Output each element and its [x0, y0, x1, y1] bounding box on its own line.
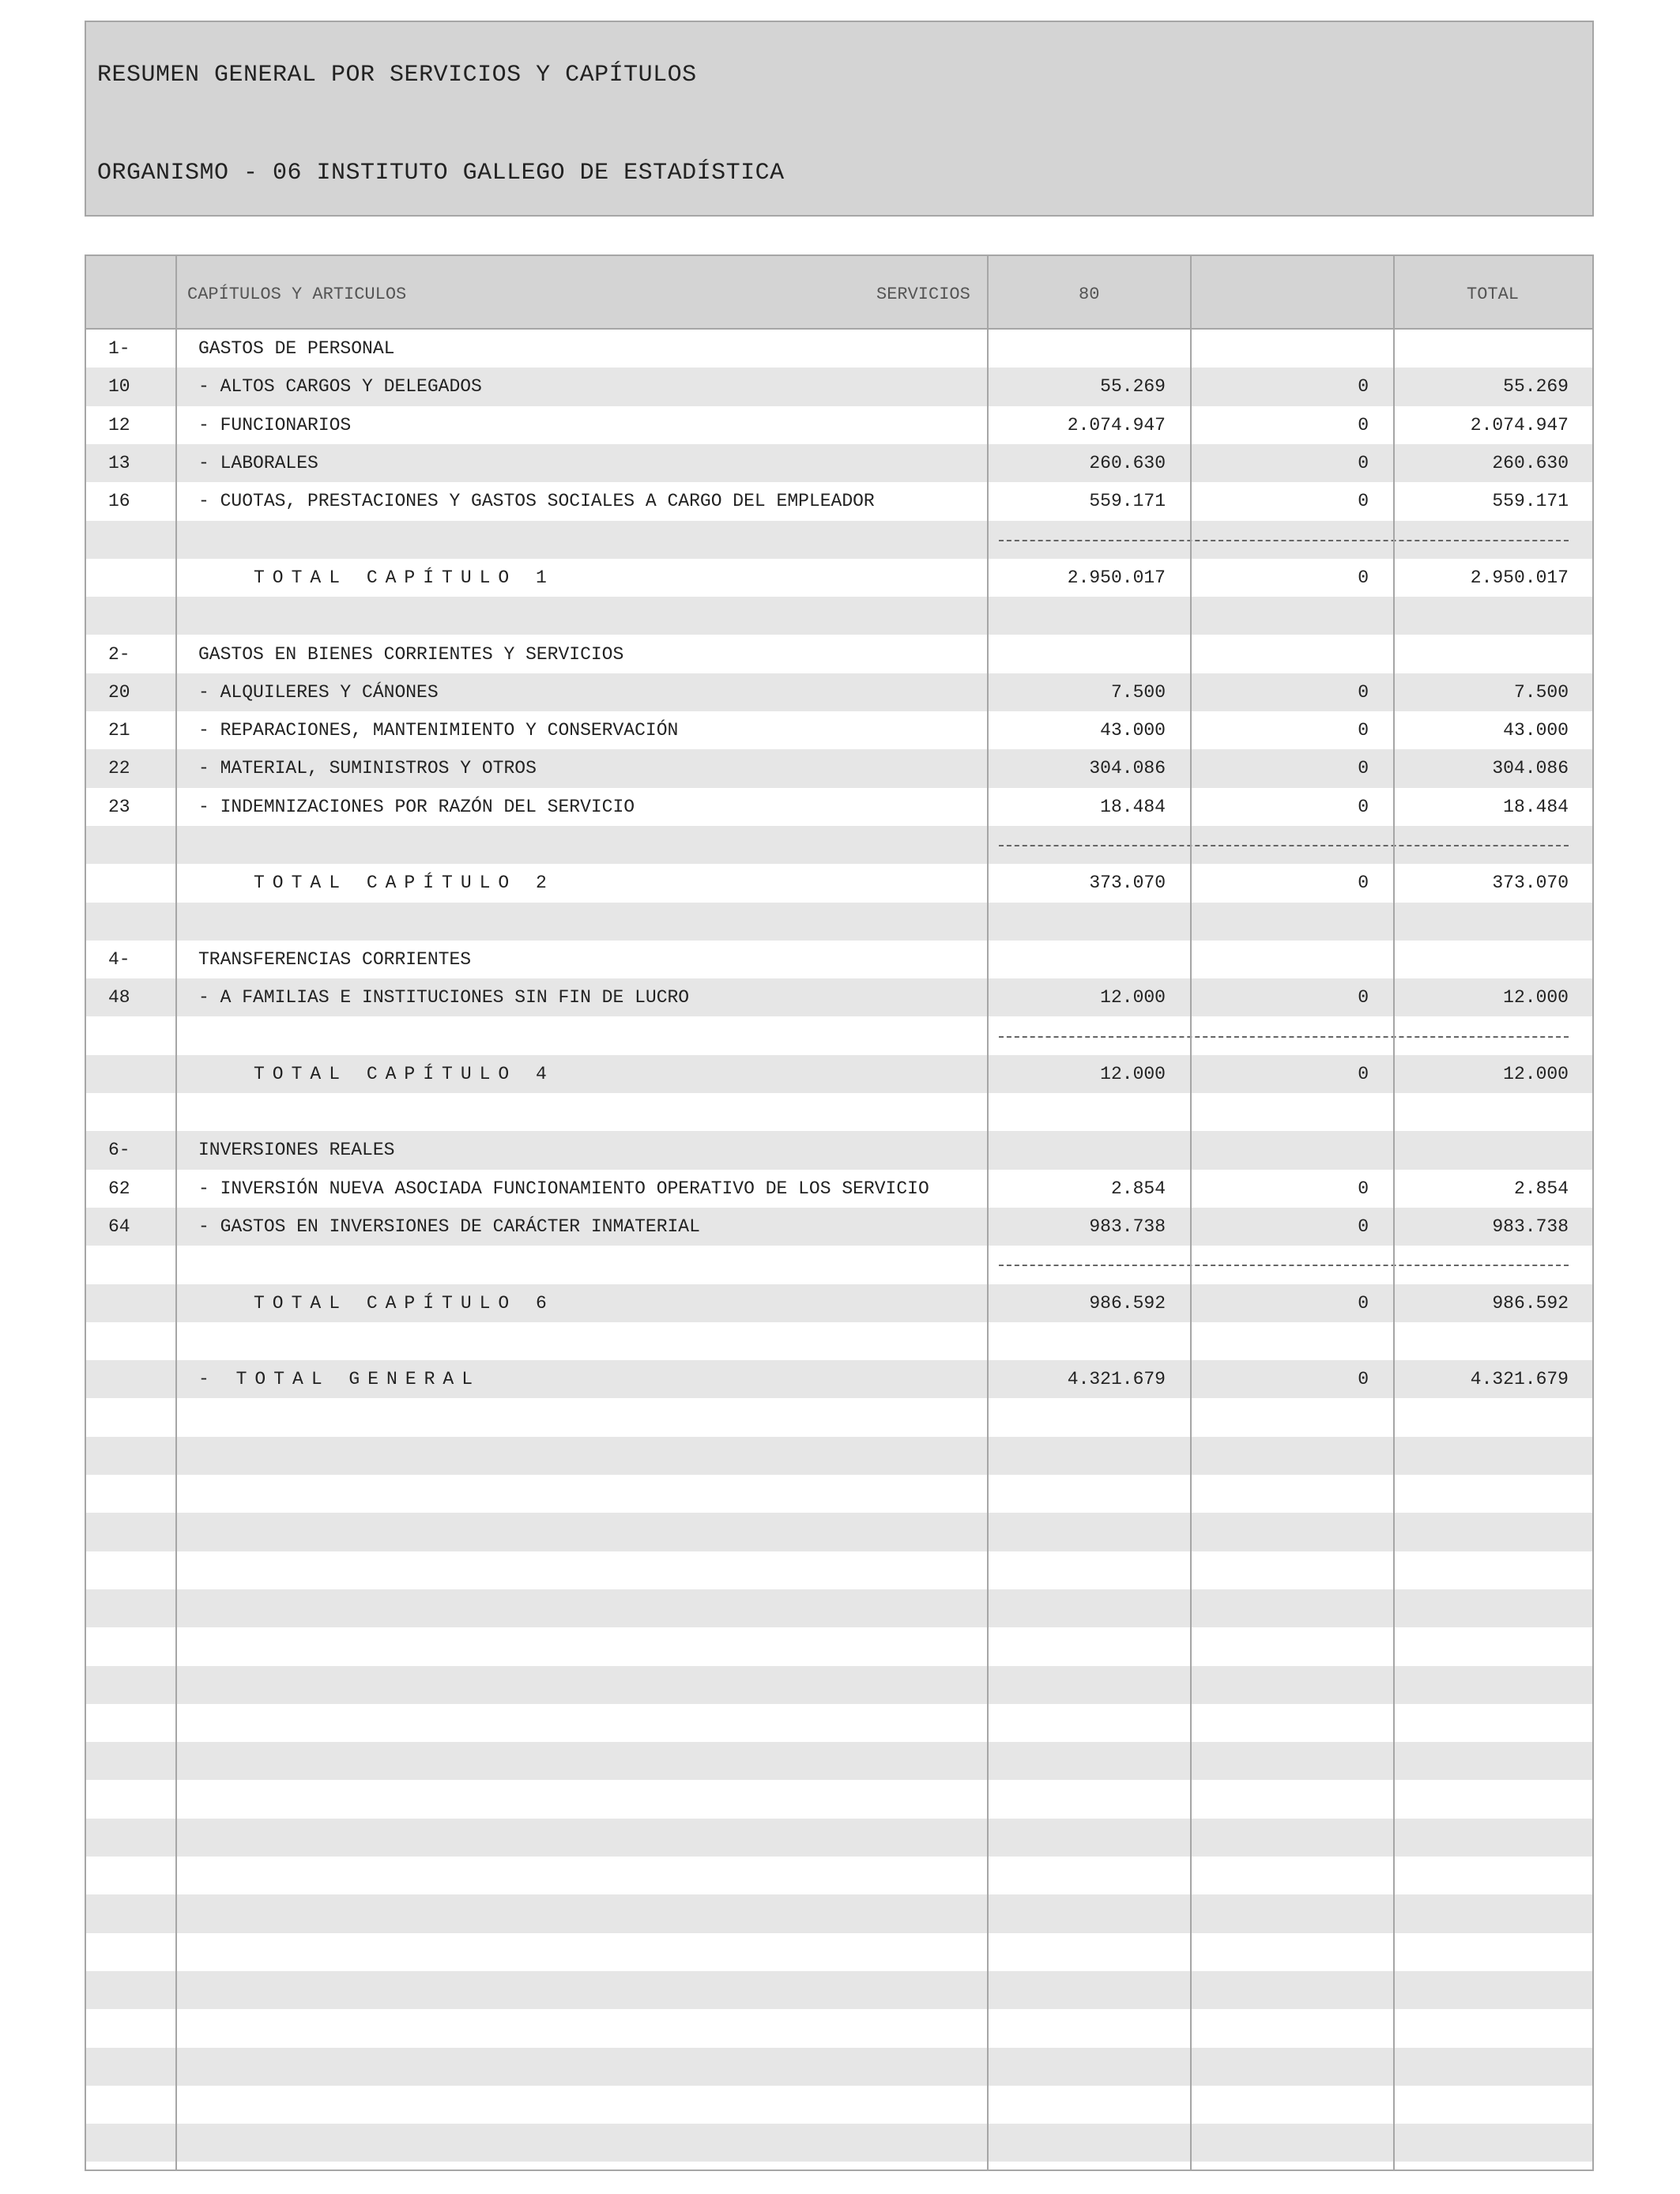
row-code: 2- [108, 643, 130, 665]
row-description: TOTAL CAPÍTULO 6 [254, 1292, 555, 1314]
empty-row [86, 1437, 1592, 1475]
empty-row [86, 1857, 1592, 1894]
value-servicio-80: 559.171 [1089, 491, 1166, 512]
row-code: 4- [108, 948, 130, 970]
table-row [86, 1208, 1592, 1246]
value-total: 2.074.947 [1470, 414, 1569, 435]
value-total: 4.321.679 [1470, 1369, 1569, 1390]
value-total: 55.269 [1503, 376, 1569, 398]
value-servicio-80: 260.630 [1089, 453, 1166, 474]
value-total: 260.630 [1492, 453, 1569, 474]
row-description: - MATERIAL, SUMINISTROS Y OTROS [198, 758, 537, 779]
row-description: - CUOTAS, PRESTACIONES Y GASTOS SOCIALES A CARGO DEL EMPLEADOR [198, 491, 875, 512]
row-code: 64 [108, 1216, 130, 1238]
value-servicio-80: 43.000 [1100, 720, 1166, 741]
row-description: TOTAL CAPÍTULO 2 [254, 873, 555, 894]
row-description: - INVERSIÓN NUEVA ASOCIADA FUNCIONAMIENTO OPERATIVO DE LOS SERVICIO [198, 1178, 929, 1199]
row-code: 62 [108, 1178, 130, 1199]
table-header [86, 256, 1592, 330]
column-divider [987, 256, 989, 2169]
value-total: 2.950.017 [1470, 567, 1569, 588]
value-total: 559.171 [1492, 491, 1569, 512]
value-total: 18.484 [1503, 796, 1569, 817]
dashed-rule [999, 1265, 1569, 1266]
table-row [86, 978, 1592, 1016]
table-row [86, 482, 1592, 520]
value-servicio-80: 12.000 [1100, 987, 1166, 1008]
empty-row [86, 2124, 1592, 2162]
table-row [86, 406, 1592, 444]
value-column-2: 0 [1358, 681, 1369, 703]
empty-row [86, 2086, 1592, 2124]
value-column-2: 0 [1358, 1292, 1369, 1314]
empty-row [86, 2009, 1592, 2047]
value-column-2: 0 [1358, 1369, 1369, 1390]
value-total: 2.854 [1513, 1178, 1569, 1199]
row-description: TRANSFERENCIAS CORRIENTES [198, 948, 472, 970]
table-row [86, 368, 1592, 405]
organismo-line: ORGANISMO - 06 INSTITUTO GALLEGO DE ESTADÍSTICA [97, 160, 785, 187]
value-servicio-80: 2.074.947 [1067, 414, 1166, 435]
dashed-rule [999, 1036, 1569, 1038]
chapter-total-row [86, 559, 1592, 597]
value-column-2: 0 [1358, 1178, 1369, 1199]
row-description: TOTAL CAPÍTULO 4 [254, 1063, 555, 1084]
value-column-2: 0 [1358, 376, 1369, 398]
row-code: 10 [108, 376, 130, 398]
row-code: 21 [108, 720, 130, 741]
value-column-2: 0 [1358, 720, 1369, 741]
row-description: TOTAL CAPÍTULO 1 [254, 567, 555, 588]
row-description: - GASTOS EN INVERSIONES DE CARÁCTER INMATERIAL [198, 1216, 700, 1238]
row-code: 13 [108, 453, 130, 474]
value-column-2: 0 [1358, 987, 1369, 1008]
value-column-2: 0 [1358, 491, 1369, 512]
value-column-2: 0 [1358, 567, 1369, 588]
column-divider [1393, 256, 1395, 2169]
value-column-2: 0 [1358, 414, 1369, 435]
value-servicio-80: 373.070 [1089, 873, 1166, 894]
row-description: GASTOS EN BIENES CORRIENTES Y SERVICIOS [198, 643, 624, 665]
value-servicio-80: 12.000 [1100, 1063, 1166, 1084]
value-column-2: 0 [1358, 796, 1369, 817]
value-column-2: 0 [1358, 1216, 1369, 1238]
value-column-2: 0 [1358, 1063, 1369, 1084]
empty-row [86, 1742, 1592, 1780]
chapter-total-row [86, 1055, 1592, 1093]
summary-table [85, 254, 1594, 2171]
row-code: 22 [108, 758, 130, 779]
header-col-80: 80 [1079, 285, 1100, 304]
subtotal-separator [86, 1016, 1592, 1054]
value-column-2: 0 [1358, 873, 1369, 894]
value-servicio-80: 986.592 [1089, 1292, 1166, 1314]
empty-row [86, 2048, 1592, 2086]
empty-row [86, 1475, 1592, 1513]
row-code: 16 [108, 491, 130, 512]
table-row [86, 711, 1592, 749]
report-title: RESUMEN GENERAL POR SERVICIOS Y CAPÍTULOS [97, 62, 697, 89]
value-column-2: 0 [1358, 453, 1369, 474]
value-total: 304.086 [1492, 758, 1569, 779]
row-description: INVERSIONES REALES [198, 1140, 395, 1161]
row-description: - FUNCIONARIOS [198, 414, 352, 435]
table-row [86, 749, 1592, 787]
value-servicio-80: 2.854 [1110, 1178, 1166, 1199]
empty-row [86, 1513, 1592, 1551]
row-description: GASTOS DE PERSONAL [198, 338, 395, 360]
table-body [86, 330, 1592, 2169]
row-description: - REPARACIONES, MANTENIMIENTO Y CONSERVACIÓN [198, 720, 679, 741]
empty-row [86, 1093, 1592, 1131]
header-capitulos: CAPÍTULOS Y ARTICULOS [187, 285, 407, 304]
empty-row [86, 1704, 1592, 1742]
chapter-total-row [86, 1284, 1592, 1322]
chapter-total-row [86, 864, 1592, 902]
empty-row [86, 1933, 1592, 1971]
empty-row [86, 1551, 1592, 1589]
table-row [86, 673, 1592, 711]
value-total: 12.000 [1503, 1063, 1569, 1084]
value-servicio-80: 304.086 [1089, 758, 1166, 779]
empty-row [86, 1322, 1592, 1360]
empty-row [86, 1971, 1592, 2009]
value-total: 43.000 [1503, 720, 1569, 741]
empty-row [86, 1780, 1592, 1818]
row-description: - ALTOS CARGOS Y DELEGADOS [198, 376, 482, 398]
subtotal-separator [86, 521, 1592, 559]
empty-row [86, 1894, 1592, 1932]
header-servicios: SERVICIOS [876, 285, 970, 304]
empty-row [86, 1819, 1592, 1857]
dashed-rule [999, 540, 1569, 541]
row-description: - ALQUILERES Y CÁNONES [198, 681, 439, 703]
row-description: - LABORALES [198, 453, 318, 474]
empty-row [86, 597, 1592, 635]
chapter-row [86, 330, 1592, 368]
report-header [85, 21, 1594, 217]
table-row [86, 1170, 1592, 1208]
row-description: - A FAMILIAS E INSTITUCIONES SIN FIN DE LUCRO [198, 987, 690, 1008]
value-total: 7.500 [1513, 681, 1569, 703]
row-description: - INDEMNIZACIONES POR RAZÓN DEL SERVICIO [198, 796, 635, 817]
value-servicio-80: 2.950.017 [1067, 567, 1166, 588]
empty-row [86, 1627, 1592, 1665]
table-row [86, 444, 1592, 482]
header-total: TOTAL [1467, 285, 1520, 304]
table-row [86, 788, 1592, 826]
row-code: 20 [108, 681, 130, 703]
row-code: 23 [108, 796, 130, 817]
row-code: 48 [108, 987, 130, 1008]
value-servicio-80: 983.738 [1089, 1216, 1166, 1238]
chapter-row [86, 941, 1592, 978]
chapter-row [86, 1131, 1592, 1169]
row-description: - TOTAL GENERAL [198, 1369, 481, 1390]
value-servicio-80: 7.500 [1110, 681, 1166, 703]
subtotal-separator [86, 1246, 1592, 1284]
row-code: 6- [108, 1140, 130, 1161]
grand-total-row [86, 1360, 1592, 1398]
empty-row [86, 1666, 1592, 1704]
row-code: 12 [108, 414, 130, 435]
column-divider [1190, 256, 1192, 2169]
value-column-2: 0 [1358, 758, 1369, 779]
empty-row [86, 1398, 1592, 1436]
value-total: 986.592 [1492, 1292, 1569, 1314]
value-total: 373.070 [1492, 873, 1569, 894]
value-total: 983.738 [1492, 1216, 1569, 1238]
value-servicio-80: 18.484 [1100, 796, 1166, 817]
subtotal-separator [86, 826, 1592, 864]
empty-row [86, 903, 1592, 941]
value-servicio-80: 55.269 [1100, 376, 1166, 398]
chapter-row [86, 635, 1592, 673]
value-servicio-80: 4.321.679 [1067, 1369, 1166, 1390]
empty-row [86, 1589, 1592, 1627]
dashed-rule [999, 845, 1569, 846]
value-total: 12.000 [1503, 987, 1569, 1008]
column-divider [175, 256, 177, 2169]
row-code: 1- [108, 338, 130, 360]
